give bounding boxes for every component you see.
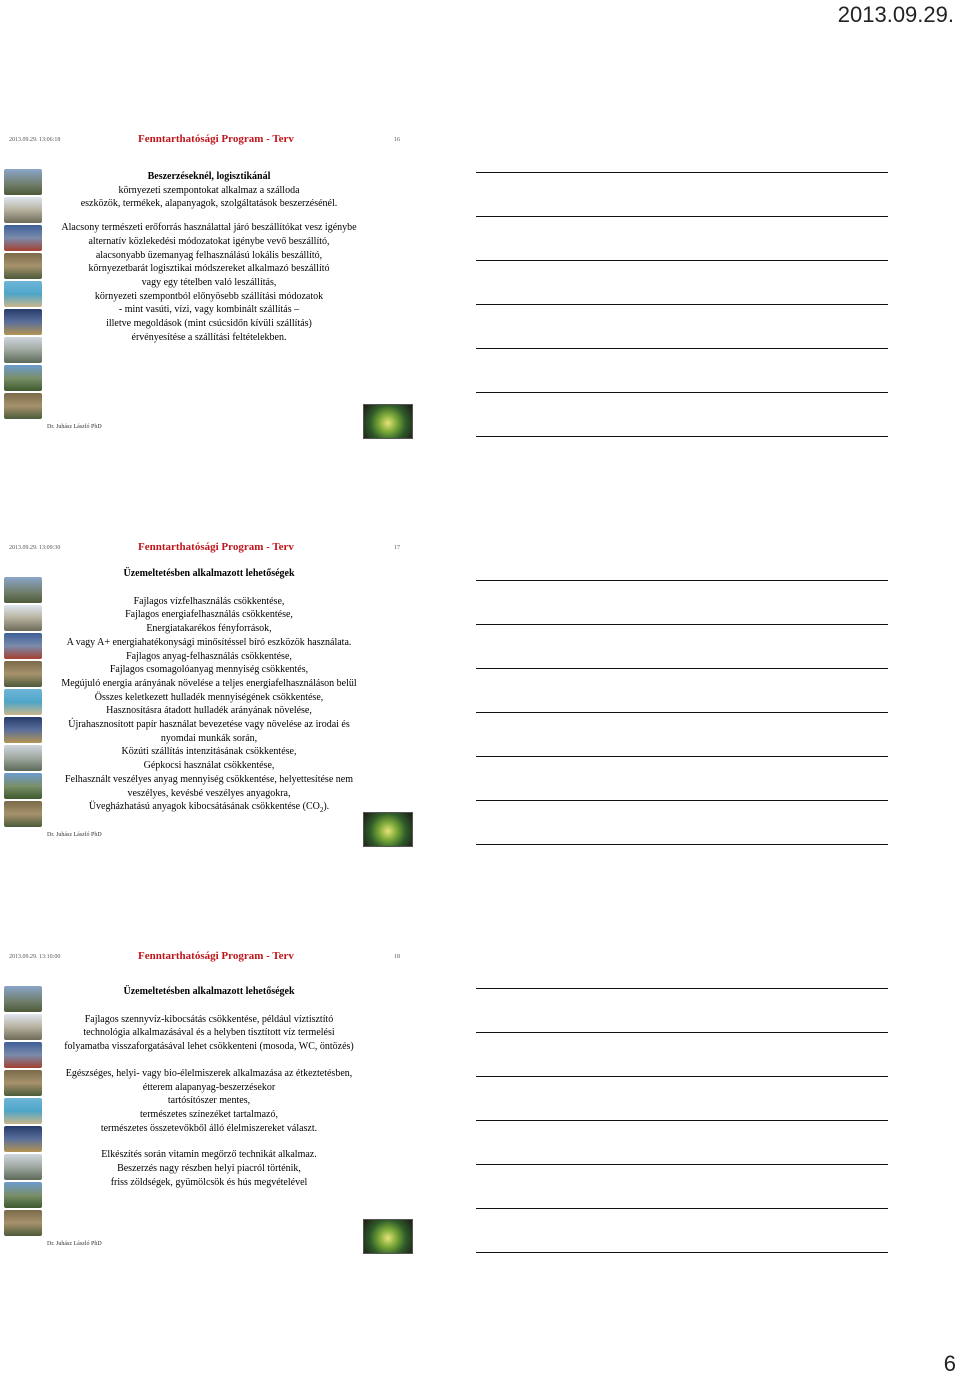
- hotel-photo: [4, 309, 42, 335]
- slide-line: veszélyes, kevésbé veszélyes anyagokra,: [127, 787, 291, 799]
- slide-line: Hasznosításra átadott hulladék arányának növelése,: [106, 705, 312, 717]
- slide-line: Energiatakarékos fényforrások,: [146, 623, 272, 635]
- hotel-logo-image: [363, 812, 413, 847]
- slide-line: alternatív közlekedési módozatokat igénybe vevő beszállító,: [88, 235, 330, 247]
- slide-heading: Beszerzéseknél, logisztikánál: [147, 171, 271, 182]
- hotel-photo: [4, 633, 42, 659]
- slide-line-co2: Üvegházhatású anyagok kibocsátásának csökkentése $(CO_2)$.: [88, 801, 330, 815]
- slide-timestamp: 2013.09.29. 13:10:00: [9, 954, 61, 960]
- photo-strip: [4, 169, 42, 421]
- spacer: [44, 1135, 374, 1148]
- slide-line: természetes színezéket tartalmazó,: [140, 1108, 278, 1120]
- hotel-photo: [4, 1182, 42, 1208]
- hotel-photo: [4, 1070, 42, 1096]
- hotel-photo: [4, 1126, 42, 1152]
- slide-author: Dr. Juhász László PhD: [47, 424, 102, 430]
- page-number: 6: [943, 1351, 956, 1376]
- slide-line: Felhasznált veszélyes anyag mennyiség csökkentése, helyettesítése nem: [65, 773, 353, 785]
- slide-line: étterem alapanyag-beszerzésekor: [142, 1081, 276, 1093]
- slide-line: Megújuló energia arányának növelése a teljes energiafelhasználáson belül: [61, 677, 357, 689]
- slide-line: Gépkocsi használat csökkentése,: [143, 760, 275, 772]
- hotel-photo: [4, 393, 42, 419]
- hotel-logo-image: [363, 1219, 413, 1254]
- slide-heading: Üzemeltetésben alkalmazott lehetőségek: [123, 568, 295, 579]
- hotel-photo: [4, 197, 42, 223]
- hotel-photo: [4, 1042, 42, 1068]
- slide-heading: Üzemeltetésben alkalmazott lehetőségek: [123, 986, 295, 997]
- hotel-photo: [4, 253, 42, 279]
- slide-line: környezeti szempontból előnyösebb szállítási módozatok: [94, 290, 324, 302]
- spacer: [44, 999, 374, 1013]
- slide-body: [44, 170, 374, 344]
- hotel-photo: [4, 1154, 42, 1180]
- slide-line: friss zöldségek, gyümölcsök és hús megvételével: [110, 1176, 308, 1188]
- hotel-photo: [4, 773, 42, 799]
- slide-line: folyamatba visszaforgatásával lehet csökkenteni (mosoda, WC, öntözés): [64, 1041, 354, 1053]
- hotel-photo: [4, 689, 42, 715]
- spacer: [44, 1054, 374, 1067]
- slide-line: vagy egy tételben való leszállítás,: [141, 276, 277, 288]
- hotel-photo: [4, 717, 42, 743]
- slide-body: [44, 985, 374, 1189]
- slide-line: alacsonyabb üzemanyag felhasználású lokális beszállító,: [95, 249, 323, 261]
- slide-line: természetes összetevőkből álló élelmiszereket választ.: [100, 1122, 318, 1134]
- slide-17: [0, 541, 420, 865]
- page-date: 2013.09.29.: [837, 2, 954, 27]
- hotel-photo: [4, 281, 42, 307]
- slide-number: 18: [394, 954, 400, 960]
- slide-line: Egészséges, helyi- vagy bio-élelmiszerek alkalmazása az étkeztetésben,: [65, 1067, 353, 1079]
- hotel-photo: [4, 745, 42, 771]
- hotel-photo: [4, 801, 42, 827]
- slide-line: Alacsony természeti erőforrás használattal járó beszállítókat vesz igénybe: [61, 222, 357, 234]
- hotel-logo-image: [363, 404, 413, 439]
- photo-strip: [4, 986, 42, 1238]
- slide-line: A vagy A+ energiahatékonysági minősítéssel bíró eszközök használata.: [66, 636, 352, 648]
- hotel-photo: [4, 365, 42, 391]
- slide-line: Elkészítés során vitamin megőrző technikát alkalmaz.: [101, 1149, 317, 1161]
- slide-line: Fajlagos szennyvíz-kibocsátás csökkentése, például víztisztító: [84, 1013, 334, 1025]
- slide-line: Közúti szállítás intenzitásának csökkentése,: [121, 746, 297, 758]
- slide-title: Fenntarthatósági Program - Terv: [138, 133, 294, 145]
- slide-title: Fenntarthatósági Program - Terv: [138, 541, 294, 553]
- hotel-photo: [4, 225, 42, 251]
- hotel-photo: [4, 1014, 42, 1040]
- hotel-photo: [4, 1098, 42, 1124]
- slide-line: érvényesítése a szállítási feltételekben.: [131, 331, 287, 343]
- slide-title: Fenntarthatósági Program - Terv: [138, 950, 294, 962]
- slide-author: Dr. Juhász László PhD: [47, 832, 102, 838]
- slide-number: 17: [394, 545, 400, 551]
- slide-line: technológia alkalmazásával és a helyben tisztított víz termelési: [83, 1027, 335, 1039]
- hotel-photo: [4, 1210, 42, 1236]
- slide-line: tartósítószer mentes,: [167, 1095, 251, 1107]
- slide-18: [0, 950, 420, 1274]
- hotel-photo: [4, 661, 42, 687]
- hotel-photo: [4, 986, 42, 1012]
- hotel-photo: [4, 169, 42, 195]
- photo-strip: [4, 577, 42, 829]
- slide-body: [44, 567, 374, 818]
- slide-number: 16: [394, 137, 400, 143]
- slide-author: Dr. Juhász László PhD: [47, 1241, 102, 1247]
- slide-line: Összes keletkezett hulladék mennyiségének csökkentése,: [94, 691, 324, 703]
- spacer: [44, 211, 374, 221]
- spacer: [44, 581, 374, 595]
- hotel-photo: [4, 337, 42, 363]
- slide-line: Fajlagos energiafelhasználás csökkentése,: [125, 609, 293, 621]
- slide-line: Beszerzés nagy részben helyi piacról történik,: [117, 1163, 301, 1175]
- slide-16: [0, 133, 420, 457]
- slide-line: eszközök, termékek, alapanyagok, szolgáltatások beszerzésénél.: [80, 198, 338, 210]
- slide-line: környezeti szempontokat alkalmaz a szálloda: [118, 184, 300, 196]
- slide-line: - mint vasúti, vízi, vagy kombinált szállítás –: [118, 304, 300, 316]
- slide-line: nyomdai munkák során,: [160, 732, 258, 744]
- hotel-photo: [4, 605, 42, 631]
- slide-timestamp: 2013.09.29. 13:06:18: [9, 137, 61, 143]
- slide-line: Fajlagos vízfelhasználás csökkentése,: [133, 595, 285, 607]
- slide-line: környezetbarát logisztikai módszereket alkalmazó beszállító: [88, 263, 330, 275]
- slide-line: Fajlagos anyag-felhasználás csökkentése,: [126, 650, 292, 662]
- slide-line: illetve megoldások (mint csúcsidőn kívüli szállítás): [106, 318, 312, 330]
- slide-timestamp: 2013.09.29. 13:09:30: [9, 545, 61, 551]
- slide-line: Újrahasznosított papír használat bevezetése vagy növelése az irodai és: [68, 719, 350, 731]
- hotel-photo: [4, 577, 42, 603]
- slide-line: Fajlagos csomagolóanyag mennyiség csökkentés,: [109, 664, 309, 676]
